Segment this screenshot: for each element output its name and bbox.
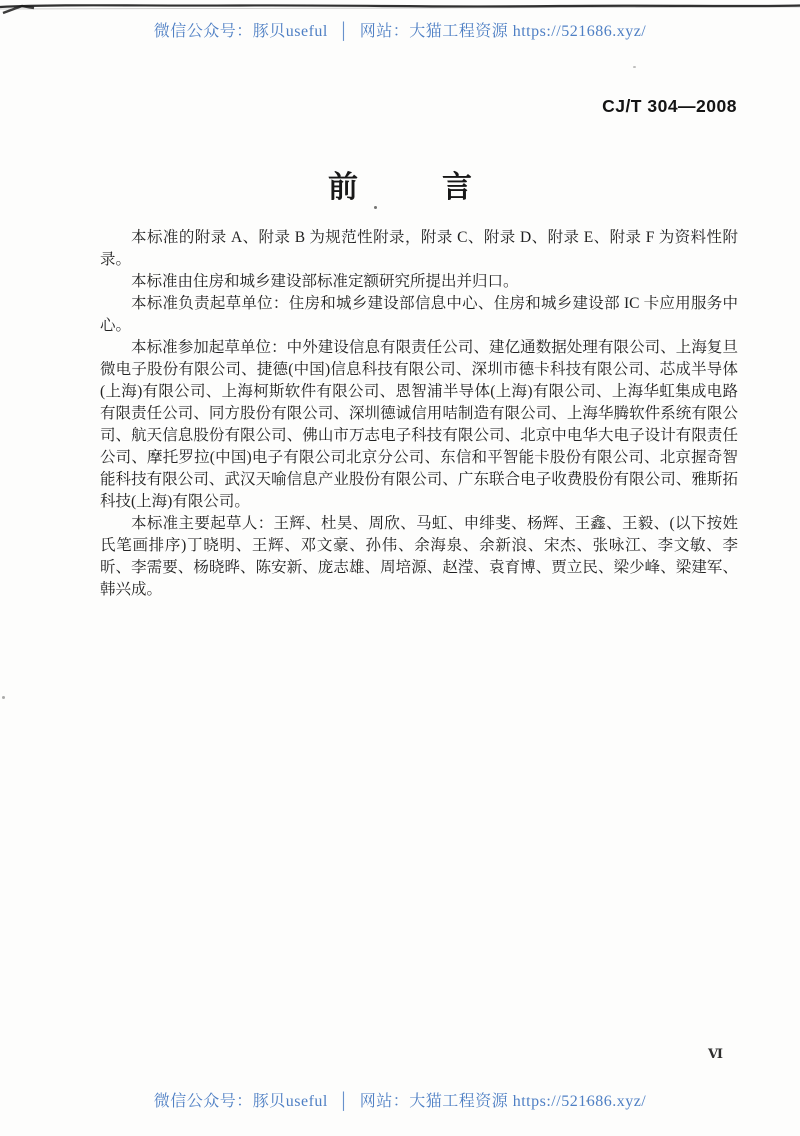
scan-speck [2,696,5,699]
scan-artifact-line [0,0,800,16]
watermark-url: https://521686.xyz/ [512,1093,647,1110]
watermark-separator: │ [337,23,350,40]
standard-number: CJ/T 304—2008 [602,96,737,116]
page-number: Ⅵ [708,1046,723,1061]
watermark-url: https://521686.xyz/ [512,23,647,40]
scan-speck [633,66,636,68]
foreword-paragraph-proposer: 本标准由住房和城乡建设部标准定额研究所提出并归口。 [131,273,519,290]
foreword-paragraph-lead-drafters: 本标准负责起草单位：住房和城乡建设部信息中心、住房和城乡建设部 IC 卡应用服务中心。 [100,295,738,334]
watermark-wechat-text: 微信公众号：豚贝useful [153,23,328,40]
watermark-site-text: 网站：大猫工程资源 [359,23,509,40]
bottom-watermark [0,1088,800,1111]
page-title-char-1: 前 [328,171,358,204]
top-watermark [0,18,800,41]
page-title-char-2: 言 [442,171,472,204]
scan-speck [374,206,377,209]
page-title [0,162,800,206]
watermark-separator: │ [337,1093,350,1110]
foreword-body [100,227,738,601]
foreword-paragraph-appendices: 本标准的附录 A、附录 B 为规范性附录，附录 C、附录 D、附录 E、附录 F 为资料性附录。 [100,229,738,268]
foreword-paragraph-participating-units: 本标准参加起草单位：中外建设信息有限责任公司、建亿通数据处理有限公司、上海复旦微电子股份有限公司、捷德(中国)信息科技有限公司、深圳市德卡科技有限公司、芯成半导体(上海)有限公司、上海柯斯软件有限公司、恩智浦半导体(上海)有限公司、上海华虹集成电路有限责任公司、同方股份有限公司、深圳德诚信用咭制造有限公司、上海华腾软件系统有限公司、航天信息股份有限公司、佛山市万志电子科技有限公司、北京中电华大电子设计有限责任公司、摩托罗拉(中国)电子有限公司北京分公司、东信和平智能卡股份有限公司、北京握奇智能科技有限公司、武汉天喻信息产业股份有限公司、广东联合电子收费股份有限公司、雅斯拓科技(上海)有限公司。 [100,339,738,510]
watermark-site-text: 网站：大猫工程资源 [359,1093,509,1110]
watermark-wechat-text: 微信公众号：豚贝useful [153,1093,328,1110]
foreword-paragraph-main-drafters: 本标准主要起草人：王辉、杜昊、周欣、马虹、申绯斐、杨辉、王鑫、王毅、(以下按姓氏笔画排序)丁晓明、王辉、邓文豪、孙伟、余海泉、余新浪、宋杰、张咏江、李文敏、李昕、李需要、杨晓晔、陈安新、庞志雄、周培源、赵滢、袁育博、贾立民、梁少峰、梁建军、韩兴成。 [100,515,738,598]
